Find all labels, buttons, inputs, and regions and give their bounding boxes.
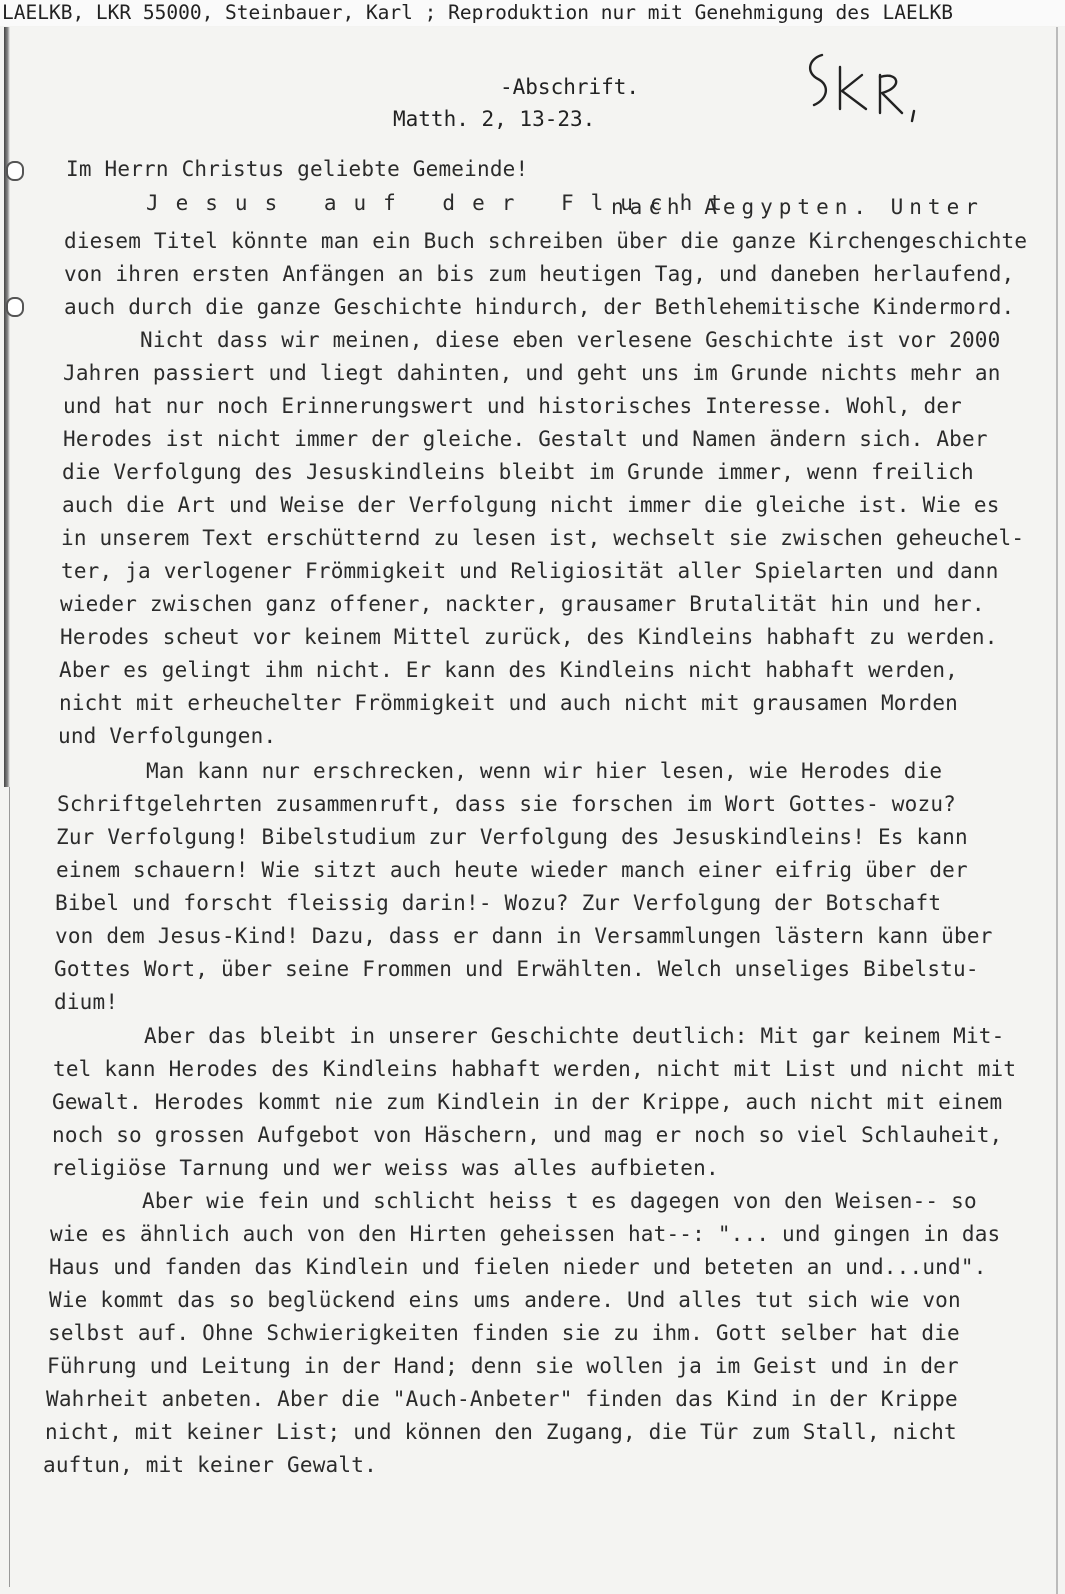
page-right-edge — [1056, 27, 1058, 1594]
text-line: wieder zwischen ganz offener, nackter, grausamer Brutalität hin und her. — [60, 592, 985, 616]
text-line: von ihren ersten Anfängen an bis zum heutigen Tag, und daneben herlaufend, — [64, 262, 1015, 286]
salutation: Im Herrn Christus geliebte Gemeinde! — [66, 157, 529, 181]
text-line: auch durch die ganze Geschichte hindurch, der Bethlehemitische Kindermord. — [64, 295, 1015, 319]
punch-hole — [6, 161, 24, 181]
text-line: Wie kommt das so beglückend eins ums andere. Und alles tut sich wie von — [49, 1288, 961, 1312]
text-line: religiöse Tarnung und wer weiss was alles aufbieten. — [51, 1156, 719, 1180]
text-line: Herodes scheut vor keinem Mittel zurück, des Kindleins habhaft zu werden. — [60, 625, 998, 649]
text-line: in unserem Text erschütternd zu lesen ist, wechselt sie zwischen geheuchel- — [61, 526, 1025, 550]
text-line: diesem Titel könnte man ein Buch schreiben über die ganze Kirchengeschichte — [64, 229, 1028, 253]
text-line: Schriftgelehrten zusammenruft, dass sie forschen im Wort Gottes- wozu? — [57, 792, 957, 816]
document-page — [0, 27, 1065, 1594]
text-line: auftun, mit keiner Gewalt. — [43, 1453, 377, 1477]
title-spaced: Jesus auf der Flucht — [146, 191, 739, 215]
text-line: Man kann nur erschrecken, wenn wir hier lesen, wie Herodes die — [146, 759, 943, 783]
text-line: Bibel und forscht fleissig darin!- Wozu? Zur Verfolgung der Botschaft — [55, 891, 942, 915]
text-line: wie es ähnlich auch von den Hirten geheissen hat--: "... und gingen in das — [50, 1222, 1001, 1246]
text-line: Zur Verfolgung! Bibelstudium zur Verfolgung des Jesuskindleins! Es kann — [56, 825, 968, 849]
text-line: Führung und Leitung in der Hand; denn sie wollen ja im Geist und in der — [47, 1354, 959, 1378]
page-binding-edge — [4, 27, 10, 787]
text-line: Wahrheit anbeten. Aber die "Auch-Anbeter" finden das Kind in der Krippe — [46, 1387, 958, 1411]
text-line: Aber wie fein und schlicht heiss t es dagegen von den Weisen-- so — [142, 1189, 977, 1213]
text-line: ter, ja verlogener Frömmigkeit und Religiosität aller Spielarten und dann — [61, 559, 999, 583]
page-edge-line — [9, 787, 10, 1587]
text-line: tel kann Herodes des Kindleins habhaft werden, nicht mit List und nicht mit — [53, 1057, 1017, 1081]
text-line: nicht mit erheuchelter Frömmigkeit und auch nicht mit grausamen Morden — [59, 691, 959, 715]
text-line: einem schauern! Wie sitzt auch heute wieder manch einer eifrig über der — [56, 858, 968, 882]
text-line: Aber es gelingt ihm nicht. Er kann des Kindleins nicht habhaft werden, — [59, 658, 959, 682]
scripture-reference: Matth. 2, 13-23. — [393, 107, 596, 131]
document-label: -Abschrift. — [500, 75, 640, 99]
text-line: die Verfolgung des Jesuskindleins bleibt im Grunde immer, wenn freilich — [62, 460, 974, 484]
title-spaced-continued: nach Aegypten. Unter — [611, 195, 984, 219]
text-line: Haus und fanden das Kindlein und fielen nieder und beteten an und...und". — [49, 1255, 987, 1279]
text-line: Aber das bleibt in unserer Geschichte deutlich: Mit gar keinem Mit- — [144, 1024, 1005, 1048]
text-line: noch so grossen Aufgebot von Häschern, und mag er noch so viel Schlauheit, — [52, 1123, 1003, 1147]
text-line: Gewalt. Herodes kommt nie zum Kindlein in der Krippe, auch nicht mit einem — [52, 1090, 1003, 1114]
text-line: von dem Jesus-Kind! Dazu, dass er dann in Versammlungen lästern kann über — [55, 924, 993, 948]
text-line: und Verfolgungen. — [58, 724, 277, 748]
text-line: Jahren passiert und liegt dahinten, und geht uns im Grunde nichts mehr an — [63, 361, 1001, 385]
punch-hole — [6, 297, 24, 317]
text-line: und hat nur noch Erinnerungswert und historisches Interesse. Wohl, der — [63, 394, 963, 418]
text-line: selbst auf. Ohne Schwierigkeiten finden sie zu ihm. Gott selber hat die — [48, 1321, 960, 1345]
text-line: nicht, mit keiner List; und können den Zugang, die Tür zum Stall, nicht — [45, 1420, 957, 1444]
text-line: dium! — [54, 990, 119, 1014]
archive-header: LAELKB, LKR 55000, Steinbauer, Karl ; Reproduktion nur mit Genehmigung des LAELKB — [0, 0, 1065, 26]
text-line: auch die Art und Weise der Verfolgung nicht immer die gleiche ist. Wie es — [62, 493, 1000, 517]
handwritten-signature-mark — [800, 47, 940, 127]
text-line: Gottes Wort, über seine Frommen und Erwählten. Welch unseliges Bibelstu- — [54, 957, 979, 981]
text-line: Nicht dass wir meinen, diese eben verlesene Geschichte ist vor 2000 — [140, 328, 1001, 352]
text-line: Herodes ist nicht immer der gleiche. Gestalt und Namen ändern sich. Aber — [63, 427, 988, 451]
